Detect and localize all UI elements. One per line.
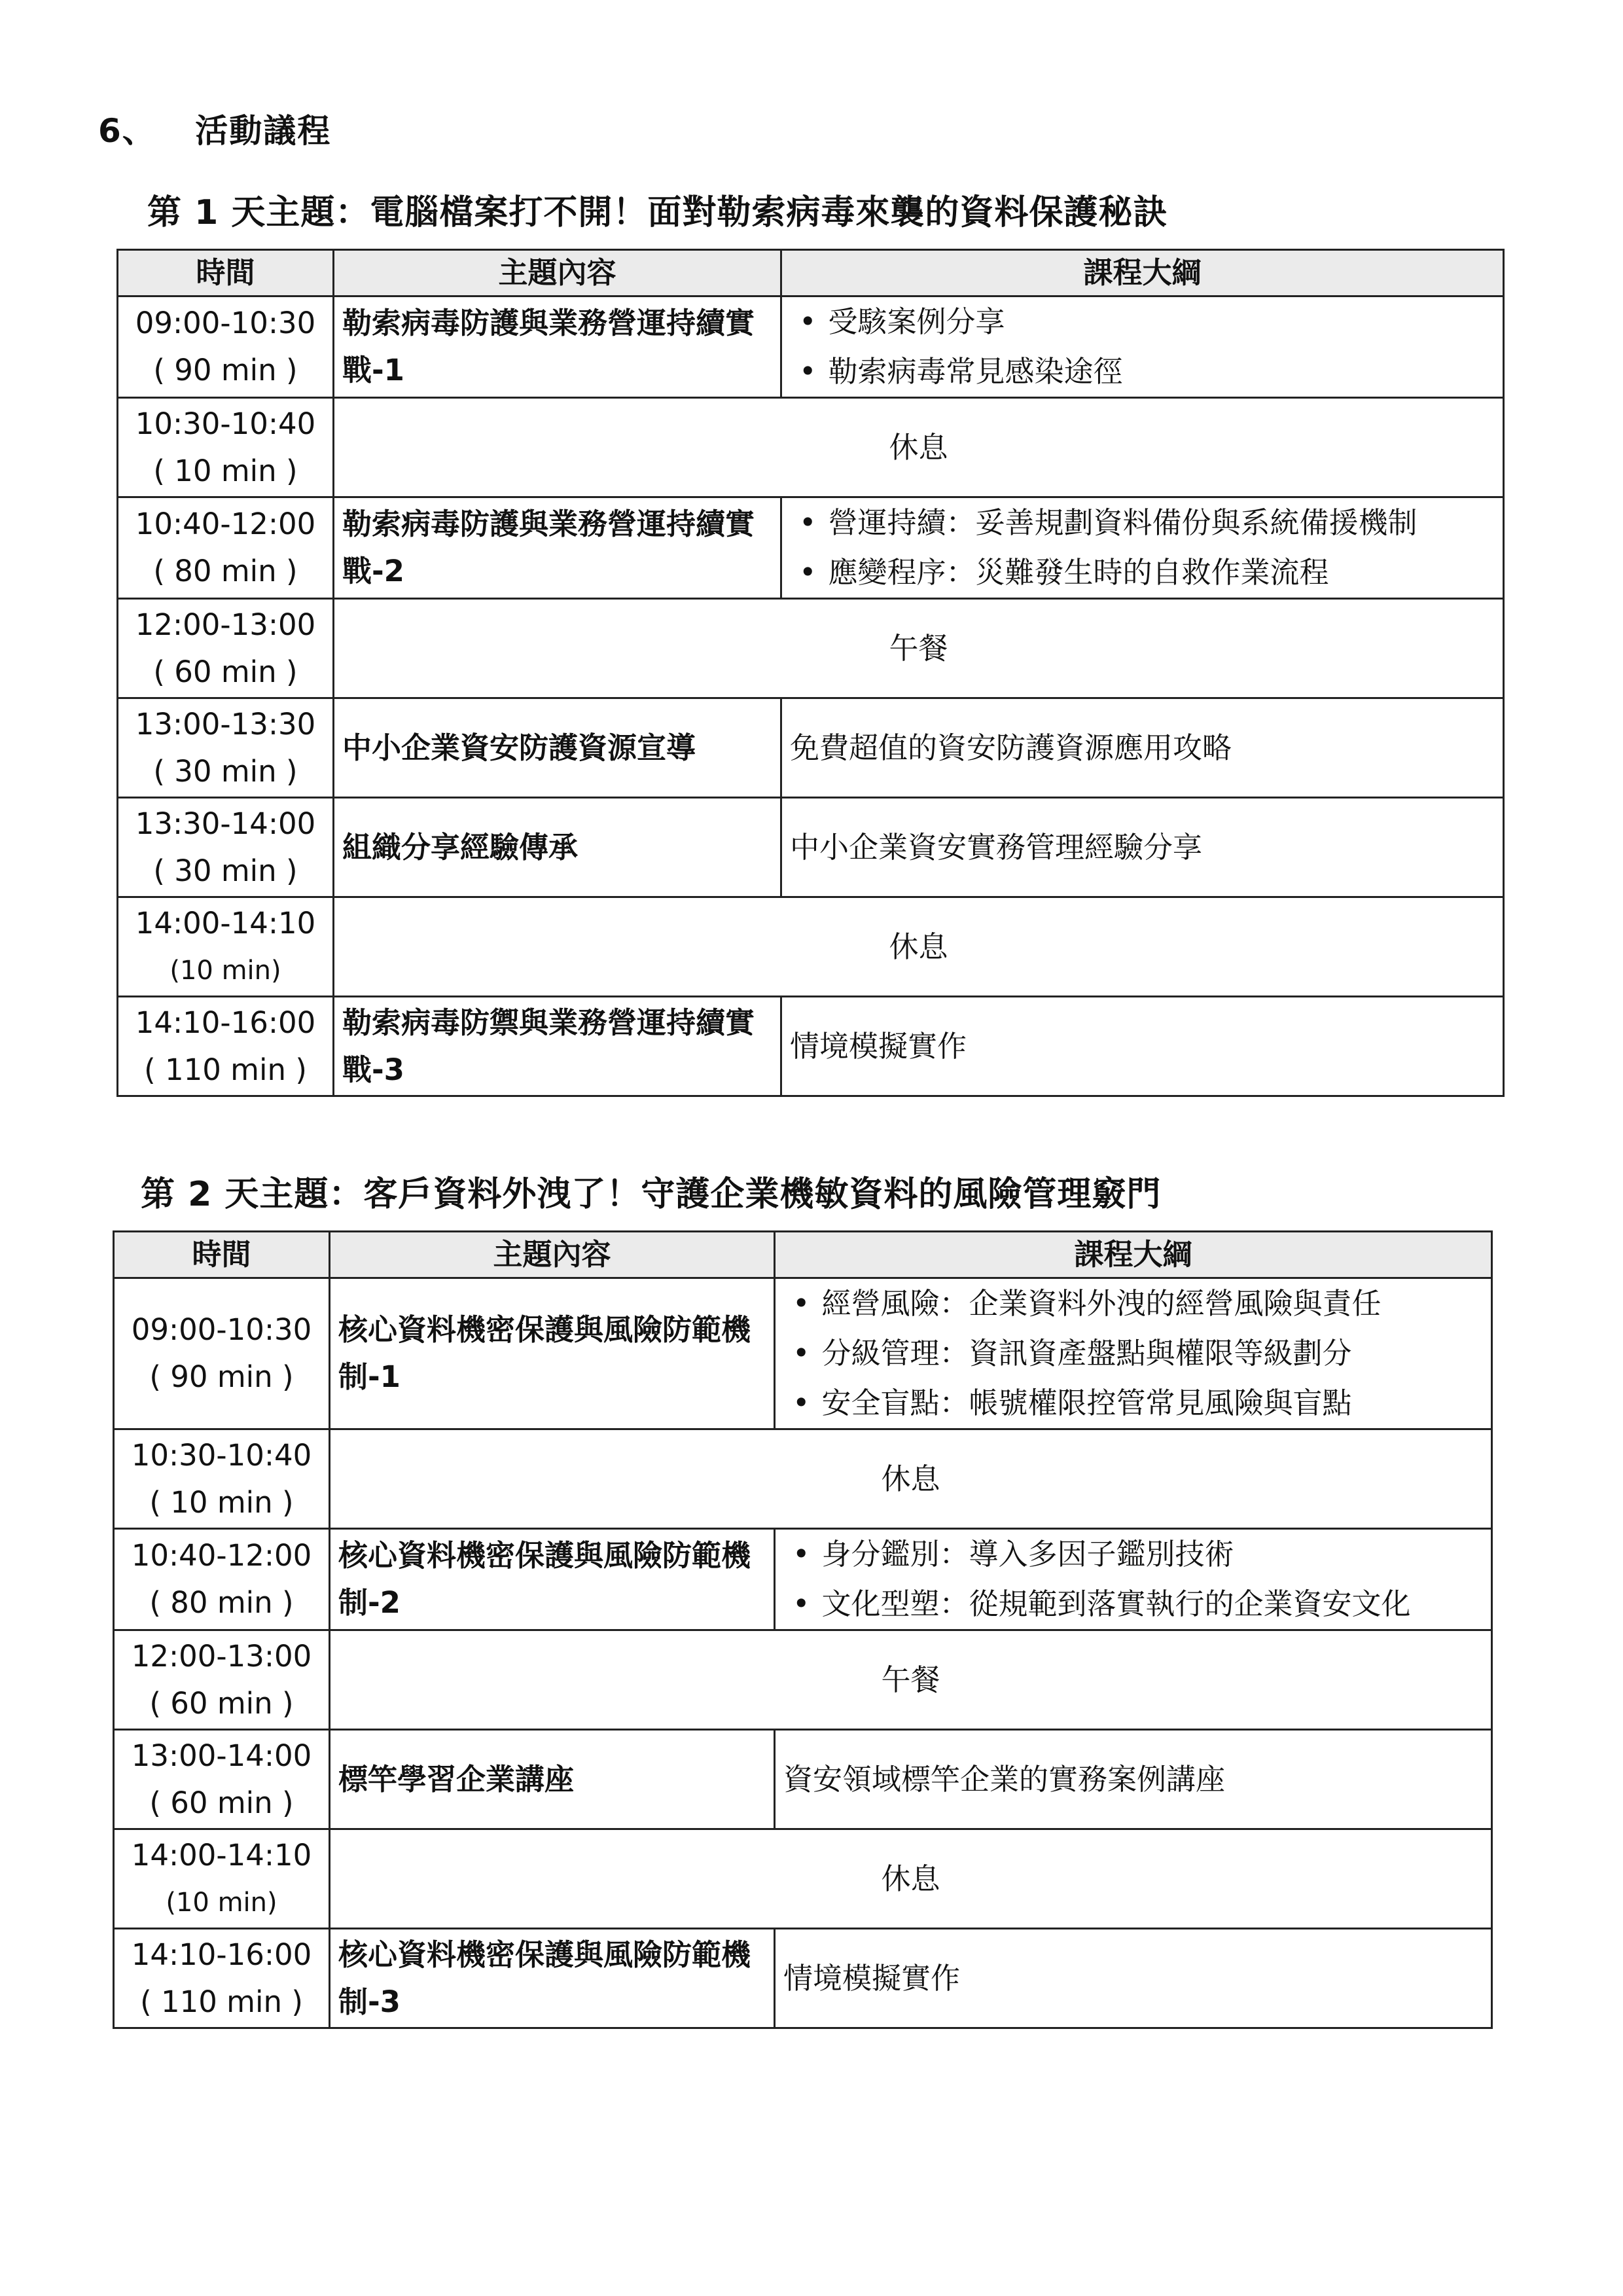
time-cell xyxy=(114,1929,330,2028)
col-header-outline: 課程大綱 xyxy=(775,1232,1492,1278)
time-range: 13:30-14:00 xyxy=(135,806,316,841)
table-row xyxy=(118,599,1504,698)
topic-cell: 勒索病毒防護與業務營運持續實戰-2 xyxy=(334,497,781,599)
table-row xyxy=(114,1630,1492,1730)
time-cell xyxy=(114,1730,330,1829)
outline-item: • 營運持續：妥善規劃資料備份與系統備援機制 xyxy=(790,498,1495,548)
table-row xyxy=(114,1429,1492,1529)
duration: ( 80 min ) xyxy=(149,1585,294,1620)
day1-agenda-table xyxy=(116,249,1505,1097)
header-row xyxy=(114,1232,1492,1278)
duration: ( 10 min ) xyxy=(149,1484,294,1520)
duration: ( 60 min ) xyxy=(153,654,298,689)
table-row xyxy=(114,1829,1492,1929)
topic-cell: 核心資料機密保護與風險防範機制-2 xyxy=(330,1529,775,1630)
time-range: 14:00-14:10 xyxy=(135,905,316,941)
outline-cell: 資安領域標竿企業的實務案例講座 xyxy=(775,1730,1492,1829)
table-row xyxy=(118,897,1504,997)
outline-item: • 受駭案例分享 xyxy=(790,297,1495,347)
outline-cell: 中小企業資安實務管理經驗分享 xyxy=(781,798,1504,897)
duration: ( 30 min ) xyxy=(153,753,298,789)
table-row xyxy=(114,1278,1492,1429)
duration: ( 80 min ) xyxy=(153,554,298,588)
header-row xyxy=(118,250,1504,296)
duration: ( 30 min ) xyxy=(153,853,298,888)
time-range: 13:00-13:30 xyxy=(135,706,316,742)
col-header-topic: 主題內容 xyxy=(334,250,781,296)
table-row xyxy=(118,798,1504,897)
section-number: 6、 xyxy=(98,112,156,150)
break-cell: 午餐 xyxy=(334,599,1504,698)
duration: (10 min) xyxy=(166,1887,277,1918)
time-range: 10:30-10:40 xyxy=(135,406,316,441)
table-row xyxy=(118,698,1504,798)
outline-item: • 安全盲點：帳號權限控管常見風險與盲點 xyxy=(783,1378,1483,1428)
table-row xyxy=(118,997,1504,1096)
break-cell: 午餐 xyxy=(330,1630,1492,1730)
day2-agenda-table xyxy=(113,1230,1493,2029)
duration: ( 110 min ) xyxy=(140,1984,303,2019)
topic-cell: 組織分享經驗傳承 xyxy=(334,798,781,897)
outline-item: • 文化型塑：從規範到落實執行的企業資安文化 xyxy=(783,1579,1483,1629)
topic-cell: 勒索病毒防禦與業務營運持續實戰-3 xyxy=(334,997,781,1096)
table-row xyxy=(114,1529,1492,1630)
time-range: 14:00-14:10 xyxy=(131,1837,312,1873)
outline-cell xyxy=(781,497,1504,599)
time-range: 13:00-14:00 xyxy=(131,1738,312,1773)
time-cell xyxy=(118,698,334,798)
topic-cell: 勒索病毒防護與業務營運持續實戰-1 xyxy=(334,296,781,398)
topic-cell: 核心資料機密保護與風險防範機制-1 xyxy=(330,1278,775,1429)
day2-title: 第 2 天主題：客戶資料外洩了！守護企業機敏資料的風險管理竅門 xyxy=(141,1175,1162,1214)
duration: ( 90 min ) xyxy=(149,1359,294,1394)
outline-list xyxy=(783,1530,1483,1629)
topic-cell: 核心資料機密保護與風險防範機制-3 xyxy=(330,1929,775,2028)
outline-list xyxy=(790,297,1495,397)
outline-list xyxy=(783,1279,1483,1428)
outline-cell xyxy=(781,296,1504,398)
time-cell xyxy=(118,296,334,398)
time-cell xyxy=(118,798,334,897)
outline-list xyxy=(790,498,1495,598)
time-cell xyxy=(118,599,334,698)
table-row xyxy=(118,398,1504,497)
duration: ( 90 min ) xyxy=(153,353,298,387)
time-range: 10:40-12:00 xyxy=(135,507,316,541)
table-row xyxy=(114,1730,1492,1829)
outline-cell: 情境模擬實作 xyxy=(775,1929,1492,2028)
time-range: 10:30-10:40 xyxy=(131,1437,312,1473)
day1-title: 第 1 天主題：電腦檔案打不開！面對勒索病毒來襲的資料保護秘訣 xyxy=(147,193,1168,232)
section-title: 活動議程 xyxy=(195,112,332,150)
outline-cell: 免費超值的資安防護資源應用攻略 xyxy=(781,698,1504,798)
time-range: 12:00-13:00 xyxy=(135,607,316,642)
duration: (10 min) xyxy=(169,955,281,986)
duration: ( 10 min ) xyxy=(153,453,298,488)
topic-cell: 標竿學習企業講座 xyxy=(330,1730,775,1829)
break-cell: 休息 xyxy=(330,1429,1492,1529)
col-header-outline: 課程大綱 xyxy=(781,250,1504,296)
time-cell xyxy=(118,398,334,497)
time-cell xyxy=(114,1829,330,1929)
time-range: 14:10-16:00 xyxy=(135,1005,316,1040)
outline-item: • 應變程序：災難發生時的自救作業流程 xyxy=(790,548,1495,598)
break-cell: 休息 xyxy=(330,1829,1492,1929)
table-row xyxy=(114,1929,1492,2028)
col-header-topic: 主題內容 xyxy=(330,1232,775,1278)
outline-item: • 分級管理：資訊資產盤點與權限等級劃分 xyxy=(783,1329,1483,1378)
outline-cell: 情境模擬實作 xyxy=(781,997,1504,1096)
section-heading xyxy=(98,105,331,152)
duration: ( 110 min ) xyxy=(144,1052,307,1087)
duration: ( 60 min ) xyxy=(149,1785,294,1820)
duration: ( 60 min ) xyxy=(149,1685,294,1721)
time-range: 09:00-10:30 xyxy=(131,1312,312,1347)
time-cell xyxy=(114,1429,330,1529)
table-row xyxy=(118,497,1504,599)
time-cell xyxy=(118,497,334,599)
outline-item: • 勒索病毒常見感染途徑 xyxy=(790,347,1495,397)
time-range: 14:10-16:00 xyxy=(131,1937,312,1972)
time-range: 12:00-13:00 xyxy=(131,1638,312,1674)
table-row xyxy=(118,296,1504,398)
outline-item: • 身分鑑別：導入多因子鑑別技術 xyxy=(783,1530,1483,1579)
outline-cell xyxy=(775,1278,1492,1429)
time-cell xyxy=(118,997,334,1096)
outline-item: • 經營風險：企業資料外洩的經營風險與責任 xyxy=(783,1279,1483,1329)
time-cell xyxy=(114,1529,330,1630)
time-cell xyxy=(114,1278,330,1429)
time-cell xyxy=(114,1630,330,1730)
col-header-time: 時間 xyxy=(118,250,334,296)
time-cell xyxy=(118,897,334,997)
time-range: 09:00-10:30 xyxy=(135,306,316,340)
outline-cell xyxy=(775,1529,1492,1630)
topic-cell: 中小企業資安防護資源宣導 xyxy=(334,698,781,798)
time-range: 10:40-12:00 xyxy=(131,1538,312,1573)
break-cell: 休息 xyxy=(334,897,1504,997)
col-header-time: 時間 xyxy=(114,1232,330,1278)
break-cell: 休息 xyxy=(334,398,1504,497)
